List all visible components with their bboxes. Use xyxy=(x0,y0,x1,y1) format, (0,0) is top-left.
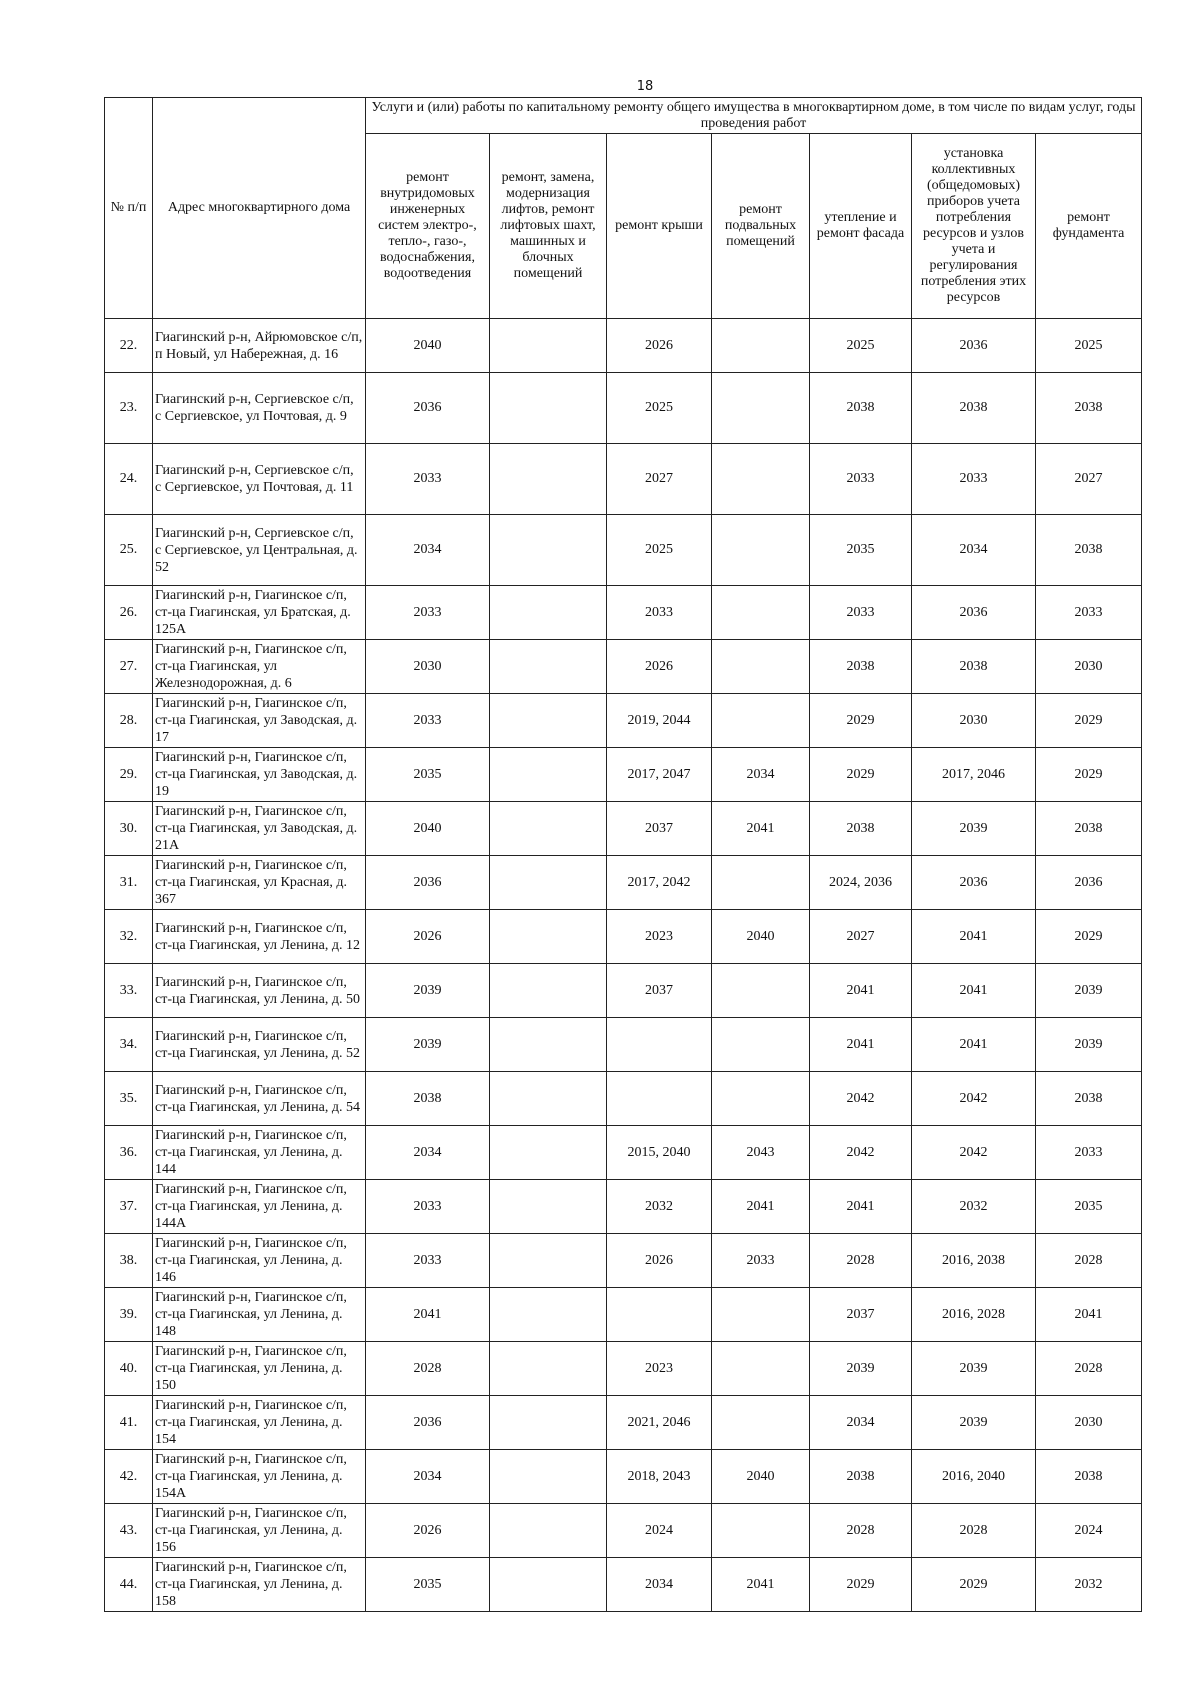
cell-basement: 2041 xyxy=(712,1180,810,1234)
cell-foundation: 2029 xyxy=(1036,910,1142,964)
cell-meters: 2033 xyxy=(912,444,1036,515)
header-row-top xyxy=(105,98,1142,134)
cell-meters: 2030 xyxy=(912,694,1036,748)
cell-meters: 2017, 2046 xyxy=(912,748,1036,802)
row-address: Гиагинский р-н, Гиагинское с/п, ст-ца Гиагинская, ул Ленина, д. 146 xyxy=(153,1234,366,1288)
cell-facade: 2041 xyxy=(810,1180,912,1234)
cell-engineering: 2035 xyxy=(366,1558,490,1612)
cell-facade: 2038 xyxy=(810,802,912,856)
table-row xyxy=(105,1288,1142,1342)
cell-meters: 2029 xyxy=(912,1558,1036,1612)
cell-facade: 2038 xyxy=(810,640,912,694)
cell-engineering: 2040 xyxy=(366,319,490,373)
cell-foundation: 2033 xyxy=(1036,1126,1142,1180)
capital-repair-table xyxy=(104,97,1142,1612)
cell-basement xyxy=(712,964,810,1018)
cell-meters: 2028 xyxy=(912,1504,1036,1558)
row-number: 30. xyxy=(105,802,153,856)
cell-engineering: 2033 xyxy=(366,1180,490,1234)
cell-elevators xyxy=(490,748,607,802)
cell-meters: 2016, 2038 xyxy=(912,1234,1036,1288)
cell-basement: 2043 xyxy=(712,1126,810,1180)
cell-roof xyxy=(607,1072,712,1126)
cell-meters: 2039 xyxy=(912,802,1036,856)
row-number: 34. xyxy=(105,1018,153,1072)
cell-roof: 2023 xyxy=(607,910,712,964)
table-row xyxy=(105,748,1142,802)
cell-meters: 2036 xyxy=(912,319,1036,373)
cell-elevators xyxy=(490,910,607,964)
cell-meters: 2038 xyxy=(912,640,1036,694)
row-number: 27. xyxy=(105,640,153,694)
cell-engineering: 2033 xyxy=(366,586,490,640)
cell-facade: 2038 xyxy=(810,1450,912,1504)
header-col-foundation: ремонт фундамента xyxy=(1036,134,1142,319)
cell-elevators xyxy=(490,586,607,640)
cell-engineering: 2030 xyxy=(366,640,490,694)
cell-foundation: 2039 xyxy=(1036,1018,1142,1072)
cell-roof: 2034 xyxy=(607,1558,712,1612)
table-row xyxy=(105,1504,1142,1558)
cell-foundation: 2039 xyxy=(1036,964,1142,1018)
row-address: Гиагинский р-н, Гиагинское с/п, ст-ца Гиагинская, ул Ленина, д. 150 xyxy=(153,1342,366,1396)
cell-roof: 2025 xyxy=(607,515,712,586)
cell-facade: 2038 xyxy=(810,373,912,444)
row-address: Гиагинский р-н, Гиагинское с/п, ст-ца Гиагинская, ул Ленина, д. 52 xyxy=(153,1018,366,1072)
cell-basement xyxy=(712,1396,810,1450)
header-col-facade: утепление и ремонт фасада xyxy=(810,134,912,319)
row-number: 42. xyxy=(105,1450,153,1504)
row-number: 28. xyxy=(105,694,153,748)
cell-meters: 2032 xyxy=(912,1180,1036,1234)
cell-meters: 2042 xyxy=(912,1126,1036,1180)
cell-roof: 2026 xyxy=(607,1234,712,1288)
cell-engineering: 2034 xyxy=(366,1450,490,1504)
cell-facade: 2037 xyxy=(810,1288,912,1342)
cell-facade: 2041 xyxy=(810,1018,912,1072)
cell-basement xyxy=(712,1504,810,1558)
cell-meters: 2038 xyxy=(912,373,1036,444)
cell-basement: 2041 xyxy=(712,802,810,856)
table-row xyxy=(105,444,1142,515)
row-address: Гиагинский р-н, Гиагинское с/п, ст-ца Гиагинская, ул Ленина, д. 54 xyxy=(153,1072,366,1126)
cell-roof: 2037 xyxy=(607,802,712,856)
cell-meters: 2041 xyxy=(912,964,1036,1018)
cell-elevators xyxy=(490,856,607,910)
cell-elevators xyxy=(490,515,607,586)
table-row xyxy=(105,1018,1142,1072)
row-address: Гиагинский р-н, Гиагинское с/п, ст-ца Гиагинская, ул Ленина, д. 154 xyxy=(153,1396,366,1450)
header-col-elevators: ремонт, замена, модернизация лифтов, ремонт лифтовых шахт, машинных и блочных помещений xyxy=(490,134,607,319)
cell-roof xyxy=(607,1018,712,1072)
header-col-meters: установка коллективных (общедомовых) приборов учета потребления ресурсов и узлов учета и регулирования потребления этих ресурсов xyxy=(912,134,1036,319)
cell-facade: 2024, 2036 xyxy=(810,856,912,910)
cell-foundation: 2038 xyxy=(1036,515,1142,586)
row-number: 23. xyxy=(105,373,153,444)
row-address: Гиагинский р-н, Сергиевское с/п, с Сергиевское, ул Почтовая, д. 11 xyxy=(153,444,366,515)
cell-meters: 2034 xyxy=(912,515,1036,586)
cell-facade: 2028 xyxy=(810,1504,912,1558)
cell-foundation: 2030 xyxy=(1036,1396,1142,1450)
cell-foundation: 2030 xyxy=(1036,640,1142,694)
cell-elevators xyxy=(490,319,607,373)
cell-basement xyxy=(712,1072,810,1126)
cell-roof: 2037 xyxy=(607,964,712,1018)
row-address: Гиагинский р-н, Сергиевское с/п, с Сергиевское, ул Центральная, д. 52 xyxy=(153,515,366,586)
cell-engineering: 2039 xyxy=(366,1018,490,1072)
cell-basement xyxy=(712,640,810,694)
cell-roof: 2017, 2042 xyxy=(607,856,712,910)
table-row xyxy=(105,694,1142,748)
row-address: Гиагинский р-н, Гиагинское с/п, ст-ца Гиагинская, ул Ленина, д. 144А xyxy=(153,1180,366,1234)
cell-engineering: 2026 xyxy=(366,1504,490,1558)
cell-foundation: 2038 xyxy=(1036,373,1142,444)
cell-roof: 2026 xyxy=(607,640,712,694)
row-address: Гиагинский р-н, Гиагинское с/п, ст-ца Гиагинская, ул Красная, д. 367 xyxy=(153,856,366,910)
cell-facade: 2035 xyxy=(810,515,912,586)
cell-roof: 2025 xyxy=(607,373,712,444)
cell-meters: 2041 xyxy=(912,1018,1036,1072)
cell-facade: 2039 xyxy=(810,1342,912,1396)
cell-engineering: 2026 xyxy=(366,910,490,964)
cell-engineering: 2034 xyxy=(366,1126,490,1180)
row-number: 39. xyxy=(105,1288,153,1342)
cell-roof: 2033 xyxy=(607,586,712,640)
cell-elevators xyxy=(490,373,607,444)
cell-elevators xyxy=(490,640,607,694)
cell-facade: 2025 xyxy=(810,319,912,373)
cell-meters: 2036 xyxy=(912,856,1036,910)
row-address: Гиагинский р-н, Гиагинское с/п, ст-ца Гиагинская, ул Ленина, д. 158 xyxy=(153,1558,366,1612)
cell-basement xyxy=(712,1018,810,1072)
row-address: Гиагинский р-н, Гиагинское с/п, ст-ца Гиагинская, ул Ленина, д. 144 xyxy=(153,1126,366,1180)
cell-engineering: 2036 xyxy=(366,856,490,910)
cell-meters: 2042 xyxy=(912,1072,1036,1126)
cell-engineering: 2038 xyxy=(366,1072,490,1126)
table-row xyxy=(105,1342,1142,1396)
cell-foundation: 2029 xyxy=(1036,748,1142,802)
row-number: 26. xyxy=(105,586,153,640)
cell-facade: 2033 xyxy=(810,444,912,515)
cell-facade: 2033 xyxy=(810,586,912,640)
cell-facade: 2034 xyxy=(810,1396,912,1450)
table-row xyxy=(105,1180,1142,1234)
cell-facade: 2029 xyxy=(810,694,912,748)
cell-elevators xyxy=(490,1234,607,1288)
cell-basement: 2041 xyxy=(712,1558,810,1612)
table-row xyxy=(105,515,1142,586)
cell-foundation: 2033 xyxy=(1036,586,1142,640)
row-number: 24. xyxy=(105,444,153,515)
row-number: 37. xyxy=(105,1180,153,1234)
row-number: 33. xyxy=(105,964,153,1018)
cell-elevators xyxy=(490,1342,607,1396)
cell-basement xyxy=(712,1342,810,1396)
table-row xyxy=(105,373,1142,444)
cell-elevators xyxy=(490,1018,607,1072)
row-address: Гиагинский р-н, Гиагинское с/п, ст-ца Гиагинская, ул Ленина, д. 156 xyxy=(153,1504,366,1558)
cell-facade: 2027 xyxy=(810,910,912,964)
cell-foundation: 2035 xyxy=(1036,1180,1142,1234)
row-number: 36. xyxy=(105,1126,153,1180)
table-row xyxy=(105,586,1142,640)
header-services: Услуги и (или) работы по капитальному ремонту общего имущества в многоквартирном доме, в том числе по видам услуг, годы проведения работ xyxy=(366,98,1142,134)
header-col-roof: ремонт крыши xyxy=(607,134,712,319)
table-row xyxy=(105,856,1142,910)
header-col-basement: ремонт подвальных помещений xyxy=(712,134,810,319)
cell-basement xyxy=(712,856,810,910)
cell-meters: 2016, 2040 xyxy=(912,1450,1036,1504)
row-address: Гиагинский р-н, Гиагинское с/п, ст-ца Гиагинская, ул Ленина, д. 154А xyxy=(153,1450,366,1504)
cell-basement xyxy=(712,444,810,515)
row-address: Гиагинский р-н, Гиагинское с/п, ст-ца Гиагинская, ул Заводская, д. 17 xyxy=(153,694,366,748)
cell-engineering: 2034 xyxy=(366,515,490,586)
cell-basement xyxy=(712,586,810,640)
cell-foundation: 2029 xyxy=(1036,694,1142,748)
cell-roof: 2018, 2043 xyxy=(607,1450,712,1504)
row-address: Гиагинский р-н, Гиагинское с/п, ст-ца Гиагинская, ул Ленина, д. 148 xyxy=(153,1288,366,1342)
cell-basement xyxy=(712,694,810,748)
cell-engineering: 2036 xyxy=(366,373,490,444)
cell-engineering: 2039 xyxy=(366,964,490,1018)
cell-engineering: 2036 xyxy=(366,1396,490,1450)
cell-foundation: 2038 xyxy=(1036,1072,1142,1126)
cell-elevators xyxy=(490,694,607,748)
table-row xyxy=(105,1126,1142,1180)
cell-foundation: 2038 xyxy=(1036,1450,1142,1504)
page-number: 18 xyxy=(636,79,654,94)
cell-elevators xyxy=(490,1396,607,1450)
cell-basement xyxy=(712,373,810,444)
cell-foundation: 2028 xyxy=(1036,1234,1142,1288)
table-row xyxy=(105,319,1142,373)
row-address: Гиагинский р-н, Гиагинское с/п, ст-ца Гиагинская, ул Ленина, д. 50 xyxy=(153,964,366,1018)
cell-elevators xyxy=(490,1288,607,1342)
cell-basement: 2034 xyxy=(712,748,810,802)
cell-engineering: 2033 xyxy=(366,694,490,748)
row-number: 38. xyxy=(105,1234,153,1288)
cell-basement xyxy=(712,515,810,586)
table-row xyxy=(105,802,1142,856)
header-num: № п/п xyxy=(105,98,153,319)
cell-foundation: 2025 xyxy=(1036,319,1142,373)
cell-roof: 2021, 2046 xyxy=(607,1396,712,1450)
row-number: 40. xyxy=(105,1342,153,1396)
cell-elevators xyxy=(490,1072,607,1126)
cell-roof: 2024 xyxy=(607,1504,712,1558)
cell-facade: 2029 xyxy=(810,1558,912,1612)
cell-roof xyxy=(607,1288,712,1342)
table-row xyxy=(105,1396,1142,1450)
row-address: Гиагинский р-н, Гиагинское с/п, ст-ца Гиагинская, ул Братская, д. 125А xyxy=(153,586,366,640)
table-row xyxy=(105,910,1142,964)
cell-elevators xyxy=(490,1558,607,1612)
cell-foundation: 2027 xyxy=(1036,444,1142,515)
cell-engineering: 2033 xyxy=(366,444,490,515)
cell-elevators xyxy=(490,1450,607,1504)
cell-basement: 2040 xyxy=(712,1450,810,1504)
cell-elevators xyxy=(490,1126,607,1180)
cell-roof: 2023 xyxy=(607,1342,712,1396)
header-col-engineering: ремонт внутридомовых инженерных систем электро-, тепло-, газо-, водоснабжения, водоотведения xyxy=(366,134,490,319)
cell-meters: 2036 xyxy=(912,586,1036,640)
cell-basement: 2033 xyxy=(712,1234,810,1288)
cell-engineering: 2028 xyxy=(366,1342,490,1396)
cell-elevators xyxy=(490,802,607,856)
cell-roof: 2026 xyxy=(607,319,712,373)
table-row xyxy=(105,1450,1142,1504)
cell-foundation: 2041 xyxy=(1036,1288,1142,1342)
row-address: Гиагинский р-н, Сергиевское с/п, с Сергиевское, ул Почтовая, д. 9 xyxy=(153,373,366,444)
cell-engineering: 2041 xyxy=(366,1288,490,1342)
cell-foundation: 2032 xyxy=(1036,1558,1142,1612)
cell-engineering: 2040 xyxy=(366,802,490,856)
cell-basement: 2040 xyxy=(712,910,810,964)
cell-meters: 2039 xyxy=(912,1342,1036,1396)
row-number: 44. xyxy=(105,1558,153,1612)
row-number: 22. xyxy=(105,319,153,373)
table-row xyxy=(105,964,1142,1018)
cell-facade: 2029 xyxy=(810,748,912,802)
row-number: 43. xyxy=(105,1504,153,1558)
row-address: Гиагинский р-н, Гиагинское с/п, ст-ца Гиагинская, ул Ленина, д. 12 xyxy=(153,910,366,964)
cell-elevators xyxy=(490,444,607,515)
cell-roof: 2027 xyxy=(607,444,712,515)
table-body xyxy=(105,319,1142,1612)
cell-roof: 2017, 2047 xyxy=(607,748,712,802)
row-number: 25. xyxy=(105,515,153,586)
cell-facade: 2042 xyxy=(810,1072,912,1126)
cell-basement xyxy=(712,1288,810,1342)
cell-facade: 2042 xyxy=(810,1126,912,1180)
cell-foundation: 2024 xyxy=(1036,1504,1142,1558)
cell-elevators xyxy=(490,1504,607,1558)
row-number: 35. xyxy=(105,1072,153,1126)
cell-elevators xyxy=(490,964,607,1018)
table-row xyxy=(105,1234,1142,1288)
cell-facade: 2041 xyxy=(810,964,912,1018)
cell-roof: 2015, 2040 xyxy=(607,1126,712,1180)
row-address: Гиагинский р-н, Гиагинское с/п, ст-ца Гиагинская, ул Заводская, д. 19 xyxy=(153,748,366,802)
header-address: Адрес многоквартирного дома xyxy=(153,98,366,319)
cell-foundation: 2038 xyxy=(1036,802,1142,856)
cell-meters: 2039 xyxy=(912,1396,1036,1450)
cell-roof: 2019, 2044 xyxy=(607,694,712,748)
table-row xyxy=(105,1558,1142,1612)
cell-meters: 2041 xyxy=(912,910,1036,964)
table-row xyxy=(105,640,1142,694)
row-number: 29. xyxy=(105,748,153,802)
cell-meters: 2016, 2028 xyxy=(912,1288,1036,1342)
row-number: 32. xyxy=(105,910,153,964)
row-address: Гиагинский р-н, Гиагинское с/п, ст-ца Гиагинская, ул Железнодорожная, д. 6 xyxy=(153,640,366,694)
row-address: Гиагинский р-н, Айрюмовское с/п, п Новый, ул Набережная, д. 16 xyxy=(153,319,366,373)
row-number: 31. xyxy=(105,856,153,910)
table-row xyxy=(105,1072,1142,1126)
cell-facade: 2028 xyxy=(810,1234,912,1288)
row-number: 41. xyxy=(105,1396,153,1450)
cell-foundation: 2036 xyxy=(1036,856,1142,910)
cell-engineering: 2035 xyxy=(366,748,490,802)
cell-engineering: 2033 xyxy=(366,1234,490,1288)
cell-foundation: 2028 xyxy=(1036,1342,1142,1396)
cell-elevators xyxy=(490,1180,607,1234)
cell-roof: 2032 xyxy=(607,1180,712,1234)
cell-basement xyxy=(712,319,810,373)
row-address: Гиагинский р-н, Гиагинское с/п, ст-ца Гиагинская, ул Заводская, д. 21А xyxy=(153,802,366,856)
